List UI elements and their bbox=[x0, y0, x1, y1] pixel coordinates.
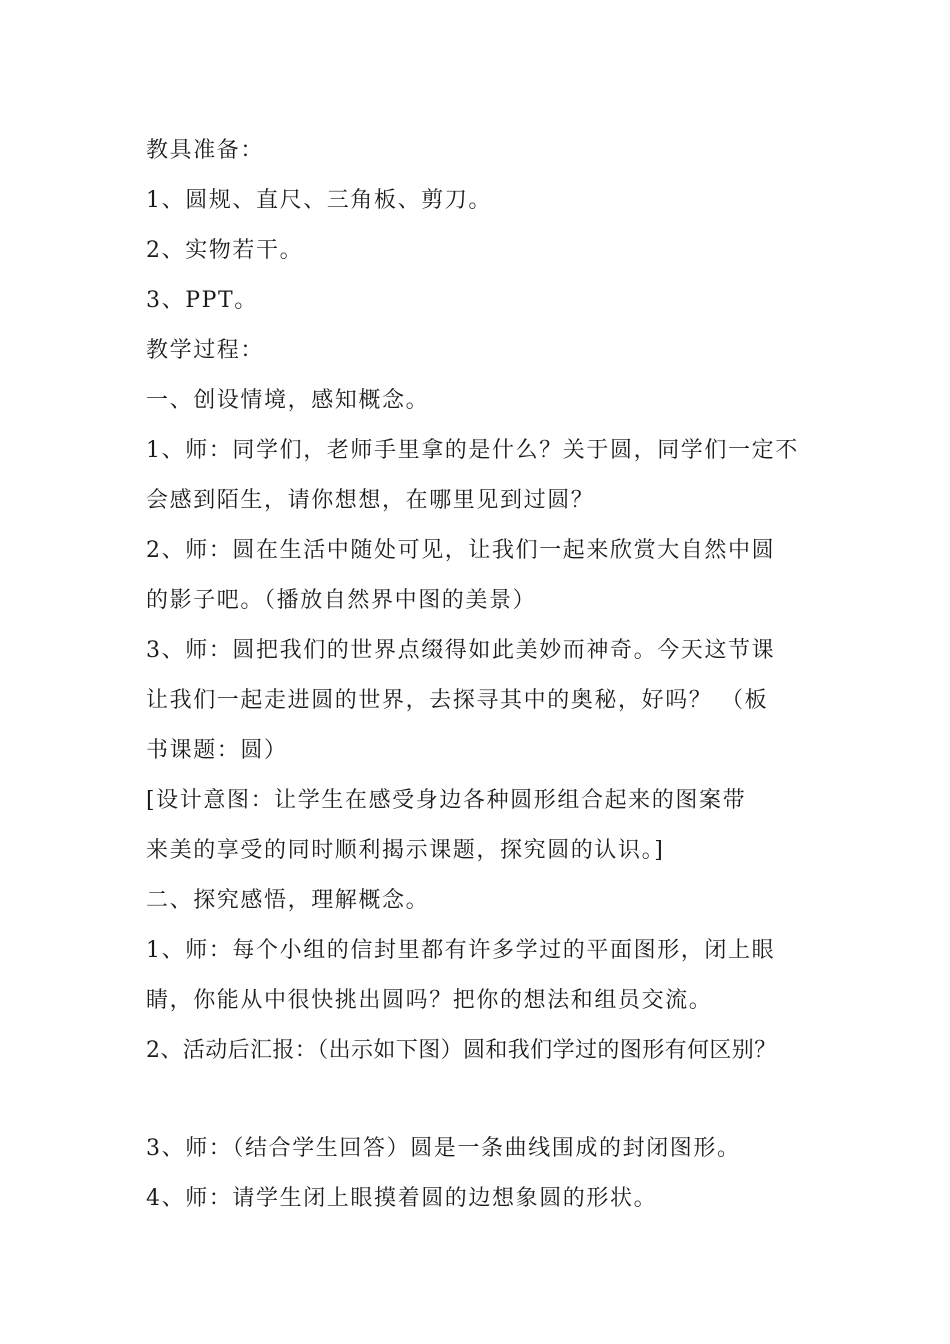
text-line: 二、探究感悟，理解概念。 bbox=[146, 888, 430, 913]
text-line: 书课题：圆） bbox=[146, 738, 288, 763]
text-line: 1、圆规、直尺、三角板、剪刀。 bbox=[146, 188, 492, 213]
text-line: 3、PPT。 bbox=[146, 288, 258, 313]
text-line: 教学过程： bbox=[146, 338, 265, 363]
text-line: [设计意图：让学生在感受身边各种圆形组合起来的图案带 bbox=[146, 788, 747, 813]
text-line: 2、实物若干。 bbox=[146, 238, 304, 263]
text-line: 会感到陌生，请你想想，在哪里见到过圆？ bbox=[146, 488, 595, 513]
text-line: 2、师：圆在生活中随处可见，让我们一起来欣赏大自然中圆 bbox=[146, 538, 776, 563]
text-line: 3、师：圆把我们的世界点缀得如此美妙而神奇。今天这节课 bbox=[146, 638, 776, 663]
text-line: 2、活动后汇报：（出示如下图）圆和我们学过的图形有何区别？ bbox=[146, 1038, 777, 1063]
text-line: 1、师：每个小组的信封里都有许多学过的平面图形，闭上眼 bbox=[146, 938, 776, 963]
text-line: 一、创设情境，感知概念。 bbox=[146, 388, 430, 413]
text-line: 的影子吧。（播放自然界中图的美景） bbox=[146, 588, 537, 613]
text-line: 4、师：请学生闭上眼摸着圆的边想象圆的形状。 bbox=[146, 1186, 658, 1211]
text-line: 来美的享受的同时顺利揭示课题，探究圆的认识。] bbox=[146, 838, 665, 863]
text-line: 教具准备： bbox=[146, 138, 265, 163]
text-line: 3、师：（结合学生回答）圆是一条曲线围成的封闭图形。 bbox=[146, 1136, 741, 1161]
text-line: 1、师：同学们，老师手里拿的是什么？关于圆，同学们一定不 bbox=[146, 438, 799, 463]
text-line: 睛，你能从中很快挑出圆吗？把你的想法和组员交流。 bbox=[146, 988, 713, 1013]
text-line: 让我们一起走进圆的世界，去探寻其中的奥秘，好吗？ （板 bbox=[146, 688, 769, 713]
